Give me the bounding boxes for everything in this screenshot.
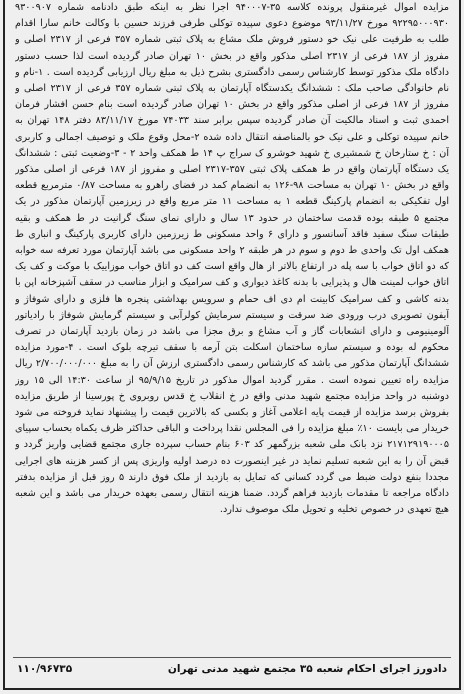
notice-code: ۱۱۰/۹۶۷۳۵ (17, 663, 73, 675)
notice-signature: دادورز اجرای احکام شعبه ۳۵ مجتمع شهید مدنی تهران (167, 663, 447, 675)
notice-footer (13, 657, 451, 680)
notice-frame (3, 0, 461, 690)
notice-body: مزایده اموال غیرمنقول پرونده کلاسه ۳۵-۹۴۰۰۰۷ اجرا نظر به اینکه طبق دادنامه شماره ۹۳۰۰۹۰۷ ۹۲۲۹۵۰۰۰۹۳۰ مورخ ۹۳/۱۱/۲۷ موضوع دعوی سپیده توکلی طرفی فرزند حسین با وکالت خانم سارا اقدام طلب به طرفیت علی نیک خو دستور فروش ملک مشاع به پلاک ثبتی شماره ۳۵۷ فرعی از ۲۳۱۷ اصلی و مفروز از ۱۸۷ فرعی از ۲۳۱۷ اصلی مذکور واقع در بخش ۱۰ تهران صادر گردیده است لذا حسب دستور دادگاه ملک مذکور توسط کارشناس رسمی دادگستری بشرح ذیل به مبلغ ریال ارزیابی گردیده است . ۱-نام و نام خانوادگی صاحب ملک : ششدانگ یکدستگاه آپارتمان به پلاک ثبتی شماره ۳۵۷ فرعی از ۲۳۱۷ اصلی و مفروز از ۱۸۷ فرعی از اصلی مذکور واقع در بخش ۱۰ تهران صادر گردیده است بنام حسن افشار فرمان احمدی ثبت و اسناد مالکیت آن صادر گردیده سپس برابر سند ۷۴۰۳۳ مورخ ۸۳/۱۱/۱۷ دفتر ۱۴۸ تهران به خانم سپیده توکلی و علی نیک خو بالمناصفه انتقال داده شده ۲-محل وقوع ملک و توصیف اجمالی و کاربری آن : خ ستارخان خ شمشیری خ شهید خوشرو ک سراج پ ۱۴ ط همکف واحد ۲ - ۳-وضعیت ثبتی : ششدانگ یک دستگاه آپارتمان واقع در ط همکف پلاک ثبتی ۳۵۷-۲۳۱۷ اصلی و مفروز از ۱۸۷ فرعی از اصلی مذکور واقع در بخش ۱۰ تهران به مساحت ۹۸-۱۲۶ به انضمام کمد در فضای راهرو به مساحت ۰/۸۷ مترمربع قطعه اول تفکیکی به انضمام پارکینگ قطعه ۱ به مساحت ۱۱ متر مربع واقع در زیرزمین آپارتمان مذکور در یک مجتمع ۵ طبقه بوده قدمت ساختمان در حدود ۱۳ سال و دارای نمای سنگ گرانیت در ط همکف و بقیه طبقات سنگ سفید فاقد آسانسور و دارای ۶ واحد مسکونی ط زیرزمین دارای کاربری پارکینگ و انباری ط همکف اول تک واحدی ط دوم و سوم در هر طبقه ۲ واحد مسکونی می باشد آپارتمان مورد تعرفه سه خوابه که دو اتاق خواب با سه پله در ارتفاع بالاتر از هال واقع است کف دو اتاق خواب موزاییک با موکت و کف یک اتاق خواب لمینت هال و پذیرایی با بدنه کاغذ دیواری و کف سرامیک و ابزار مناسب در سقف آشپزخانه اپن با بدنه کاشی و کف سرامیک کابینت ام دی اف حمام و سرویس بهداشتی پنجره ها فلزی و دارای شوفاژ و آیفون تصویری درب ورودی ضد سرقت و سیستم سرمایش کولرآبی و سیستم گرمایش شوفاژ با رادیاتور آلومینیومی و دارای انشعابات گاز و آب مشاع و برق مجزا می باشد در زمان بازدید آپارتمان در تصرف محکوم له بوده و سیستم سازه ساختمان اسکلت بتن آرمه با سقف تیرچه بلوک است . ۴-مورد مزایده ششدانگ آپارتمان مذکور می باشد که کارشناس رسمی دادگستری ارزش آن را به مبلغ ۲/۷۰۰/۰۰۰/۰۰۰ ریال مزایده راه تعیین نموده است . مقرر گردید اموال مذکور در تاریخ ۹۵/۹/۱۵ از ساعت ۱۴:۳۰ الی ۱۵ روز دوشنبه در واحد مزایده مجتمع شهید مدنی واقع در خ انقلاب خ قدس روبروی خ پورسینا از طریق مزایده بفروش برسد مزایده از قیمت پایه اعلامی آغاز و بکسی که بالاترین قیمت را پیشنهاد نماید فروخته می شود خریدار می بایست ۱۰٪ مبلغ مزایده را فی المجلس نقدا پرداخت و الباقی حداکثر ظرف یکماه بحساب سپیای ۲۱۷۱۲۹۱۹۰۰۰۵ نزد بانک ملی شعبه بزرگمهر کد ۶۰۳ بنام حساب سپرده جاری مجتمع قضایی واریز گردد و قبض آن را به این شعبه تسلیم نماید در غیر اینصورت ده درصد اولیه واریزی پس از کسر هزینه های اجرایی مجددا بنفع دولت ضبط می گردد کسانی که تمایل به بازدید از ملک فوق دارند ۵ روز قبل از مزایده بدفتر دادگاه مراجعه تا مقدمات بازدید فراهم گردد. ضمنا هزینه انتقال رسمی بعهده خریدار می باشد و این شعبه هیچ تعهدی در خصوص تخلیه و تحویل ملک موصوف ندارد. (15, 2, 449, 516)
